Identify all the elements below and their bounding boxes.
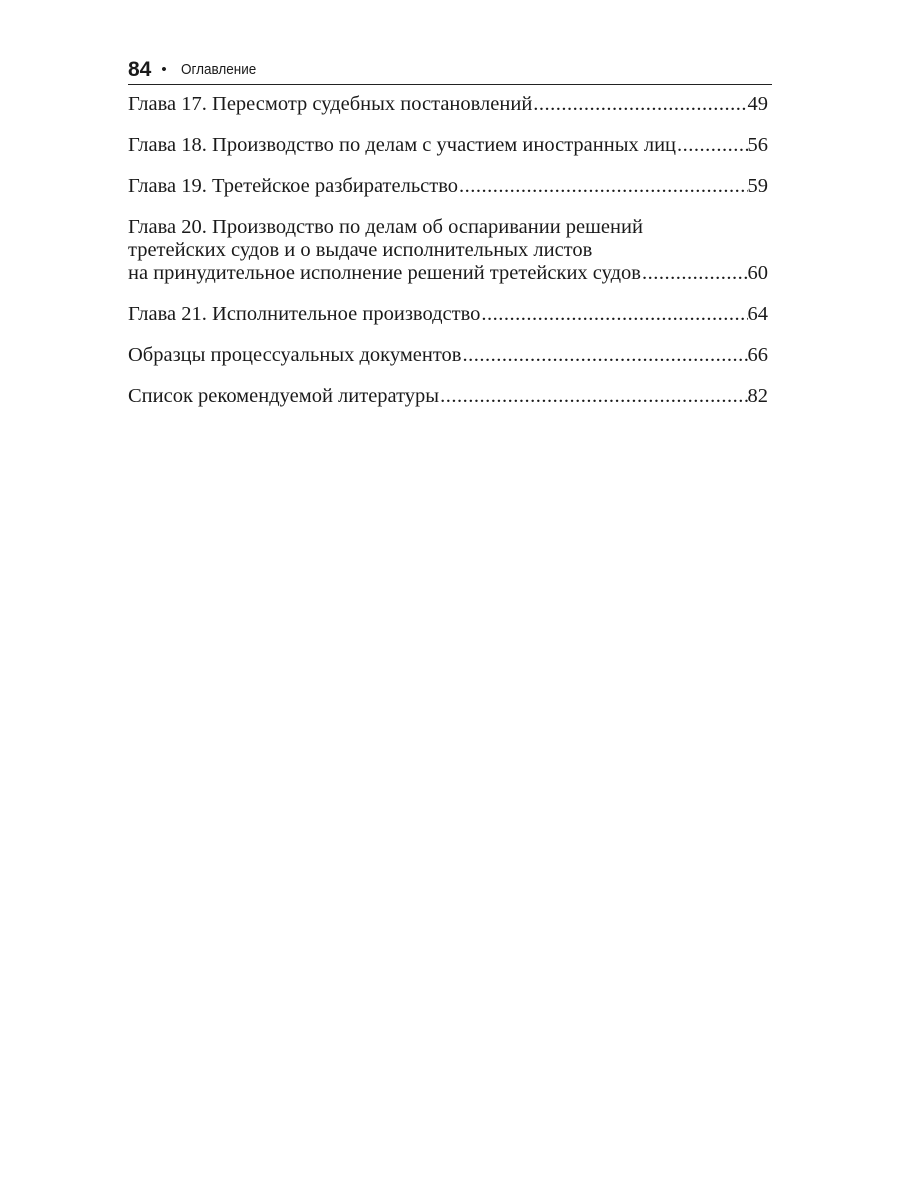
toc-entry-title-line-1: Глава 20. Производство по делам об оспаривании решений [128, 216, 643, 238]
toc-entry-chapter-18[interactable] [128, 134, 768, 157]
toc-entry-title: Глава 19. Третейское разбирательство [128, 175, 459, 197]
toc-entry-title-line-2: третейских судов и о выдаче исполнительных листов [128, 239, 593, 261]
toc-entry-page: 60 [747, 262, 768, 284]
toc-entry-page: 49 [747, 93, 768, 115]
toc-entry-page: 56 [747, 134, 768, 156]
running-header [128, 54, 772, 85]
toc-entry-line [128, 303, 768, 326]
toc-entry-line [128, 344, 768, 367]
toc-entry-chapter-21[interactable] [128, 303, 768, 326]
toc-entry-title-line-3: на принудительное исполнение решений третейских судов [128, 262, 641, 284]
running-title: Оглавление [180, 60, 256, 78]
dot-leader [461, 344, 747, 367]
toc-entry-title: Глава 17. Пересмотр судебных постановлений [128, 93, 533, 115]
toc-entry-title: Глава 18. Производство по делам с участием иностранных лиц [128, 134, 677, 156]
dot-leader [641, 262, 748, 285]
toc-entry-page: 59 [747, 175, 768, 197]
toc-entry-title: Список рекомендуемой литературы [128, 385, 440, 407]
toc-entry-chapter-20[interactable] [128, 216, 768, 285]
dot-leader [480, 303, 747, 326]
toc-entry-document-samples[interactable] [128, 344, 768, 367]
dot-leader [439, 385, 747, 408]
toc-entry-page: 82 [747, 385, 768, 407]
toc-entry-line [128, 93, 768, 116]
table-of-contents [128, 92, 768, 426]
toc-entry-chapter-17[interactable] [128, 92, 768, 116]
toc-entry-bibliography[interactable] [128, 385, 768, 408]
toc-entry-line [128, 175, 768, 198]
toc-entry-line [128, 385, 768, 408]
header-bullet: • [161, 60, 167, 78]
page-number: 84 [128, 57, 152, 81]
dot-leader [676, 134, 747, 157]
toc-entry-title: Образцы процессуальных документов [128, 344, 462, 366]
toc-entry-page: 64 [747, 303, 768, 325]
toc-entry-line [128, 134, 768, 157]
toc-entry-title: Глава 21. Исполнительное производство [128, 303, 481, 325]
dot-leader [532, 93, 747, 116]
toc-entry-line [128, 262, 768, 285]
toc-entry-chapter-19[interactable] [128, 175, 768, 198]
toc-entry-page: 66 [747, 344, 768, 366]
dot-leader [458, 175, 747, 198]
